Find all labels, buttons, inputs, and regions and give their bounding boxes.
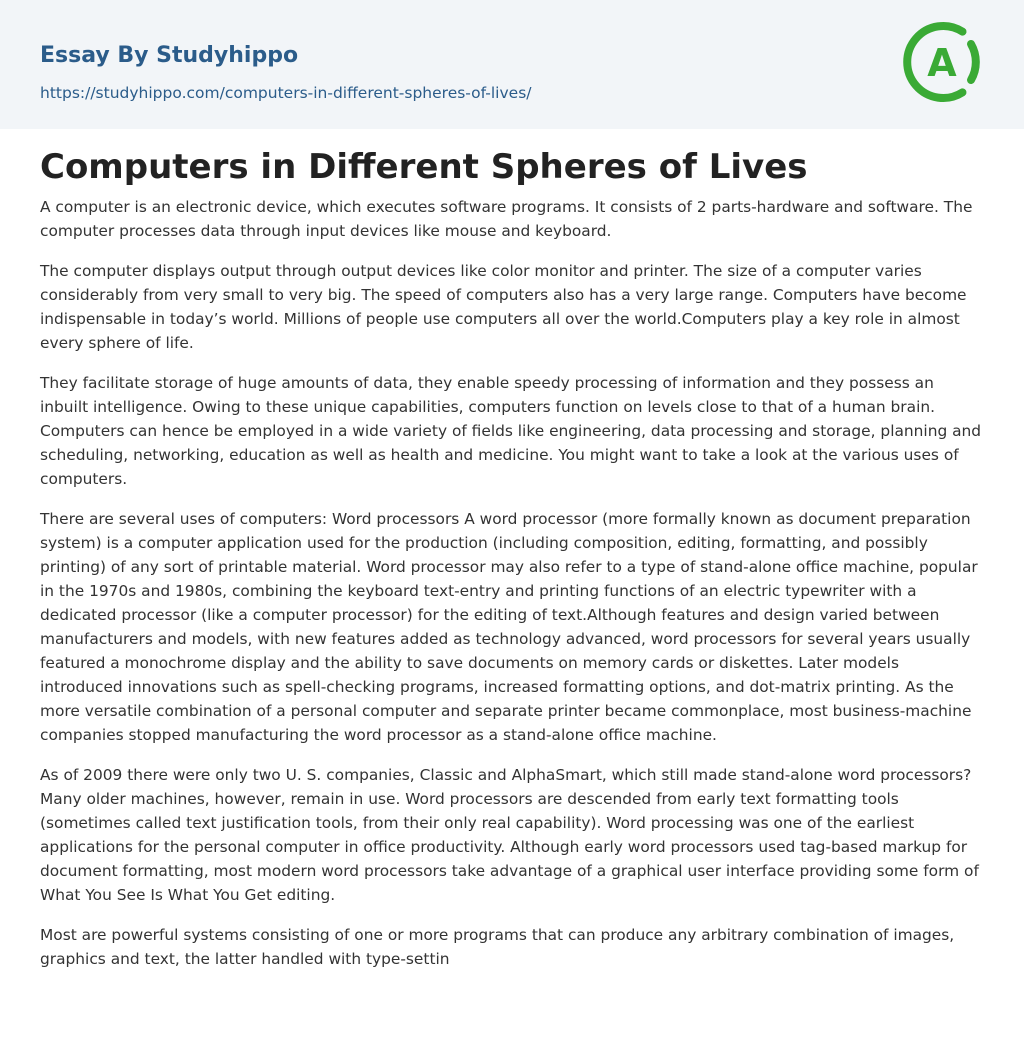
paragraph: They facilitate storage of huge amounts of data, they enable speedy processing of information and they possess an inbuilt intelligence. Owing to these unique capabilities, computers function on levels close to that of a human brain. Computers can hence be employed in a wide variety of fields like engineering, data processing and storage, planning and scheduling, networking, education as well as health and medicine. You might want to take a look at the various uses of computers. bbox=[40, 374, 982, 488]
article-title: Computers in Different Spheres of Lives bbox=[40, 147, 808, 187]
logo-ring-right bbox=[971, 44, 976, 80]
paragraph: As of 2009 there were only two U. S. companies, Classic and AlphaSmart, which still made stand-alone word processors? Many older machines, however, remain in use. Word processors are descended from early text formatting tools (sometimes called text justification tools, from their only real capability). Word processing was one of the earliest applications for the personal computer in office productivity. Although early word processors used tag-based markup for document formatting, most modern word processors take advantage of a graphical user interface providing some form of What You See Is What You Get editing. bbox=[40, 766, 979, 904]
site-header bbox=[0, 0, 1024, 129]
paragraph: A computer is an electronic device, which executes software programs. It consists of 2 parts-hardware and software. The computer processes data through input devices like mouse and keyboard. bbox=[40, 198, 973, 240]
paragraph: The computer displays output through output devices like color monitor and printer. The size of a computer varies considerably from very small to very big. The speed of computers also has a very large range. Computers have become indispensable in today’s world. Millions of people use computers all over the world.Computers play a key role in almost every sphere of life. bbox=[40, 262, 967, 352]
studyhippo-logo[interactable] bbox=[900, 20, 984, 104]
paragraph: There are several uses of computers: Word processors A word processor (more formally known as document preparation system) is a computer application used for the production (including composition, editing, formatting, and possibly printing) of any sort of printable material. Word processor may also refer to a type of stand-alone office machine, popular in the 1970s and 1980s, combining the keyboard text-entry and printing functions of an electric typewriter with a dedicated processor (like a computer processor) for the editing of text.Although features and design varied between manufacturers and models, with new features added as technology advanced, word processors for several years usually featured a monochrome display and the ability to save documents on memory cards or diskettes. Later models introduced innovations such as spell-checking programs, increased formatting options, and dot-matrix printing. As the more versatile combination of a personal computer and separate printer became commonplace, most business-machine companies stopped manufacturing the word processor as a stand-alone office machine. bbox=[40, 510, 978, 744]
article-body bbox=[0, 129, 1024, 971]
article-url-link[interactable]: https://studyhippo.com/computers-in-different-spheres-of-lives/ bbox=[40, 84, 532, 102]
paragraph: Most are powerful systems consisting of one or more programs that can produce any arbitrary combination of images, graphics and text, the latter handled with type-settin bbox=[40, 926, 955, 968]
brand-name[interactable]: Essay By Studyhippo bbox=[40, 43, 299, 68]
logo-letter: A bbox=[927, 41, 957, 85]
